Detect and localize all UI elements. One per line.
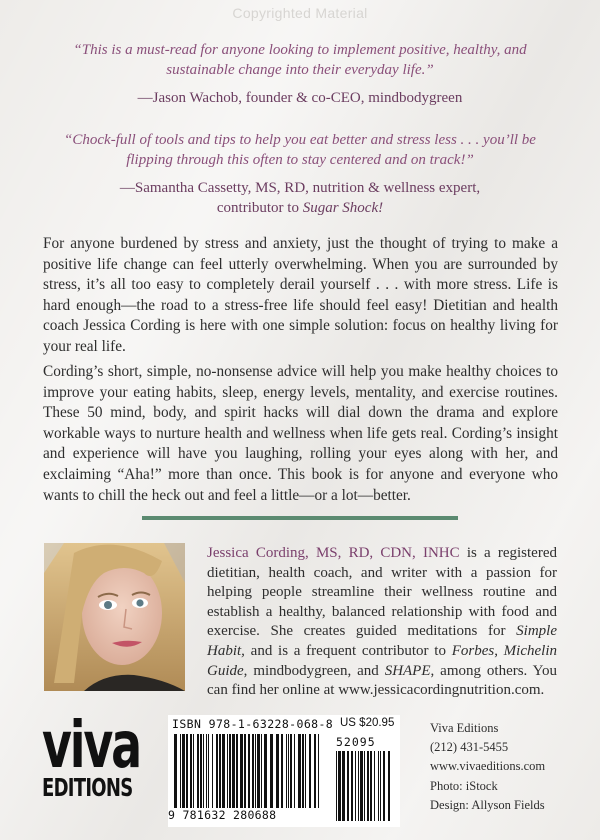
quote-2-attribution <box>40 178 560 218</box>
barcode-digits: 9 781632 280688 <box>168 808 277 822</box>
isbn-barcode <box>168 715 400 827</box>
bio-text-3: , mindbodygreen, and <box>243 662 385 679</box>
bio-text-2: and is a frequent contributor to <box>244 642 452 659</box>
photo-credit: Photo: iStock <box>430 778 498 793</box>
book-title-sugar-shock: Sugar Shock! <box>302 200 384 216</box>
publisher-info <box>430 719 580 815</box>
author-name: Jessica Cording, MS, RD, CDN, INHC <box>207 545 460 561</box>
bio-title-michelin: Michelin Guide <box>207 642 557 679</box>
quote-2-attribution-line-1: —Samantha Cassetty, MS, RD, nutrition & wellness expert, <box>119 180 481 196</box>
price: US $20.95 <box>340 717 395 729</box>
publisher-name: Viva Editions <box>430 721 499 735</box>
quote-2-line-2: flipping through this often to stay centered and on track!” <box>126 152 474 168</box>
endorsement-quote-2 <box>40 130 560 170</box>
barcode-bars-main <box>172 734 322 808</box>
publisher-website: www.vivaeditions.com <box>430 759 546 774</box>
barcode-bars-addon <box>334 751 396 821</box>
logo-viva-text: viva <box>42 713 140 773</box>
bio-text-1: is a registered dietitian, health coach, and writer with a passion for helping people streamline their wellness routine and establish a healthy, balanced relationship with food and exercise. She creates guided meditations for <box>207 545 557 640</box>
section-divider <box>142 516 458 520</box>
logo-editions-text: EDITIONS <box>42 773 133 802</box>
author-bio <box>207 544 557 701</box>
bio-separator: , <box>494 642 504 659</box>
quote-1-line-1: “This is a must-read for anyone looking to implement positive, healthy, and <box>73 42 527 58</box>
bio-title-simple-habit: Simple Habit, <box>207 623 557 659</box>
author-portrait-illustration <box>44 543 185 691</box>
description-paragraph-1: For anyone burdened by stress and anxiety, just the thought of trying to make a positive life change can feel utterly overwhelming. When you are surrounded by stress, it’s all too easy to completely derail yourself . . . with more stress. Life is hard enough—the road to a stress-free life should feel easy! Dietitian and health coach Jessica Cording is here with one simple solution: focus on healthy living for your real life. <box>43 235 558 355</box>
bio-text-4: , among others. You can find her online at www.jessicacordingnutrition.com. <box>207 662 557 699</box>
quote-2-line-1: “Chock-full of tools and tips to help you eat better and stress less . . . you’ll be <box>64 132 536 148</box>
barcode-addon-digits: 52095 <box>336 735 376 749</box>
endorsement-quote-1 <box>40 40 560 80</box>
quote-1-line-2: sustainable change into their everyday life.” <box>166 62 434 78</box>
copyright-watermark: Copyrighted Material <box>232 5 368 21</box>
bio-title-forbes: Forbes <box>451 642 495 659</box>
quote-1-attribution: —Jason Wachob, founder & co-CEO, mindbodygreen <box>137 90 463 106</box>
quote-2-attribution-line-2 <box>40 198 560 218</box>
design-credit: Design: Allyson Fields <box>430 797 545 812</box>
isbn-number: ISBN 978-1-63228-068-8 <box>172 717 334 731</box>
bio-title-shape: SHAPE <box>384 662 431 679</box>
description-paragraph-2: Cording’s short, simple, no-nonsense advice will help you make healthy choices to improve your eating habits, sleep, energy levels, mentality, and exercise routines. These 50 mind, body, and spirit hacks will dial down the drama and explore workable ways to nurture health and wellness when life gets real. Cording’s insight and experience will have you laughing, rolling your eyes along with her, and exclaiming “Aha!” more than once. This book is for anyone and everyone who wants to chill the heck out and feel a little—or a lot—better. <box>43 363 558 504</box>
publisher-phone: (212) 431-5455 <box>430 740 509 755</box>
attribution-prefix: contributor to <box>216 200 303 216</box>
author-photo <box>44 543 185 691</box>
viva-logo-icon <box>42 713 142 773</box>
